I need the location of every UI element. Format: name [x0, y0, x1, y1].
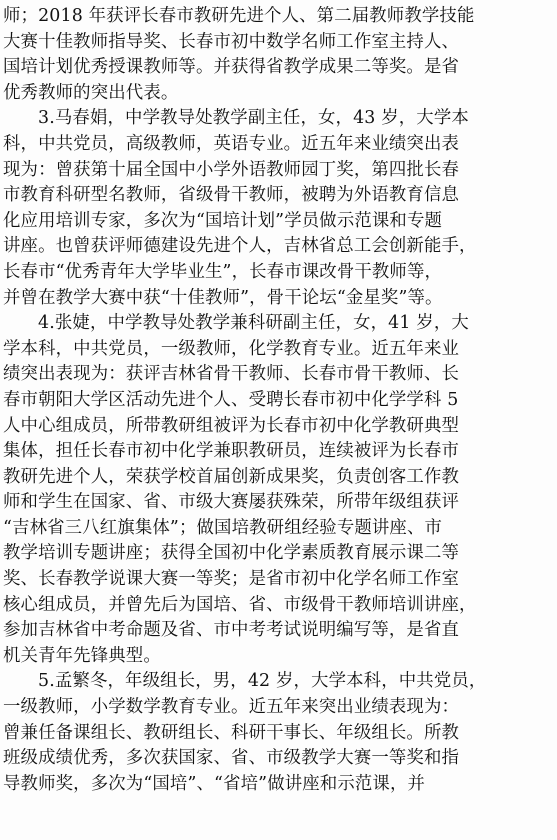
text-line: 优秀教师的突出代表。: [3, 82, 179, 103]
paragraph-continuation: [3, 4, 552, 106]
text-line: 师和学生在国家、省、市级大赛屡获殊荣，所带年级组获评: [3, 492, 460, 513]
text-line: 教研先进个人，荣获学校首届创新成果奖，负责创客工作教: [3, 466, 460, 487]
text-line: “吉林省三八红旗集体”；做国培教研组经验专题讲座、市: [3, 517, 443, 538]
text-line: 学本科，中共党员，一级教师，化学教育专业。近五年来业: [3, 338, 460, 359]
text-line: 化应用培训专家，多次为“国培计划”学员做示范课和专题: [3, 210, 443, 231]
text-line: 教学培训专题讲座；获得全国初中化学素质教育展示课二等: [3, 543, 460, 564]
text-line: 核心组成员，并曾先后为国培、省、市级骨干教师培训讲座，: [3, 594, 477, 615]
text-line: 奖、长春教学说课大赛一等奖；是省市初中化学名师工作室: [3, 569, 460, 590]
text-line: 长春市“优秀青年大学毕业生”，长春市课改骨干教师等，: [3, 261, 443, 282]
text-line: 导教师奖，多次为“国培”、“省培”做讲座和示范课，并: [3, 773, 426, 794]
text-line: 一级教师，小学数学教育专业。近五年来突出业绩表现为：: [3, 697, 460, 718]
document-body: [3, 4, 552, 797]
text-line: 讲座。也曾获评师德建设先进个人，吉林省总工会创新能手，: [3, 236, 477, 257]
text-line: 人中心组成员，所带教研组被评为长春市初中化学教研典型: [3, 415, 460, 436]
text-line: 绩突出表现为：获评吉林省骨干教师、长春市骨干教师、长: [3, 364, 460, 385]
text-line: 4.张婕，中学教导处教学兼科研副主任，女，41 岁，大: [38, 313, 469, 334]
text-line: 现为：曾获第十届全国中小学外语教师园丁奖，第四批长春: [3, 159, 460, 180]
text-line: 科，中共党员，高级教师，英语专业。近五年来业绩突出表: [3, 133, 460, 154]
text-line: 3.马春娟，中学教导处教学副主任，女，43 岁，大学本: [38, 108, 469, 129]
paragraph-meng-fandong: [3, 669, 552, 797]
text-line: 春市朝阳大学区活动先进个人、受聘长春市初中化学学科 5: [3, 389, 459, 410]
paragraph-zhang-jie: [3, 311, 552, 669]
text-line: 集体，担任长春市初中化学兼职教研员，连续被评为长春市: [3, 441, 460, 462]
text-line: 5.孟繁冬，年级组长，男，42 岁，大学本科，中共党员，: [38, 671, 487, 692]
text-line: 班级成绩优秀，多次获国家、省、市级教学大赛一等奖和指: [3, 748, 460, 769]
paragraph-ma-chunjuan: [3, 106, 552, 311]
text-line: 并曾在教学大赛中获“十佳教师”，骨干论坛“金星奖”等。: [3, 287, 443, 308]
text-line: 国培计划优秀授课教师等。并获得省教学成果二等奖。是省: [3, 57, 460, 78]
text-line: 市教育科研型名教师，省级骨干教师，被聘为外语教育信息: [3, 185, 460, 206]
text-line: 大赛十佳教师指导奖、长春市初中数学名师工作室主持人、: [3, 31, 460, 52]
text-line: 曾兼任备课组长、教研组长、科研干事长、年级组长。所教: [3, 722, 460, 743]
text-line: 机关青年先锋典型。: [3, 645, 161, 666]
text-line: 师；2018 年获评长春市教研先进个人、第二届教师教学技能: [3, 6, 475, 26]
text-line: 参加吉林省中考命题及省、市中考考试说明编写等，是省直: [3, 620, 460, 641]
